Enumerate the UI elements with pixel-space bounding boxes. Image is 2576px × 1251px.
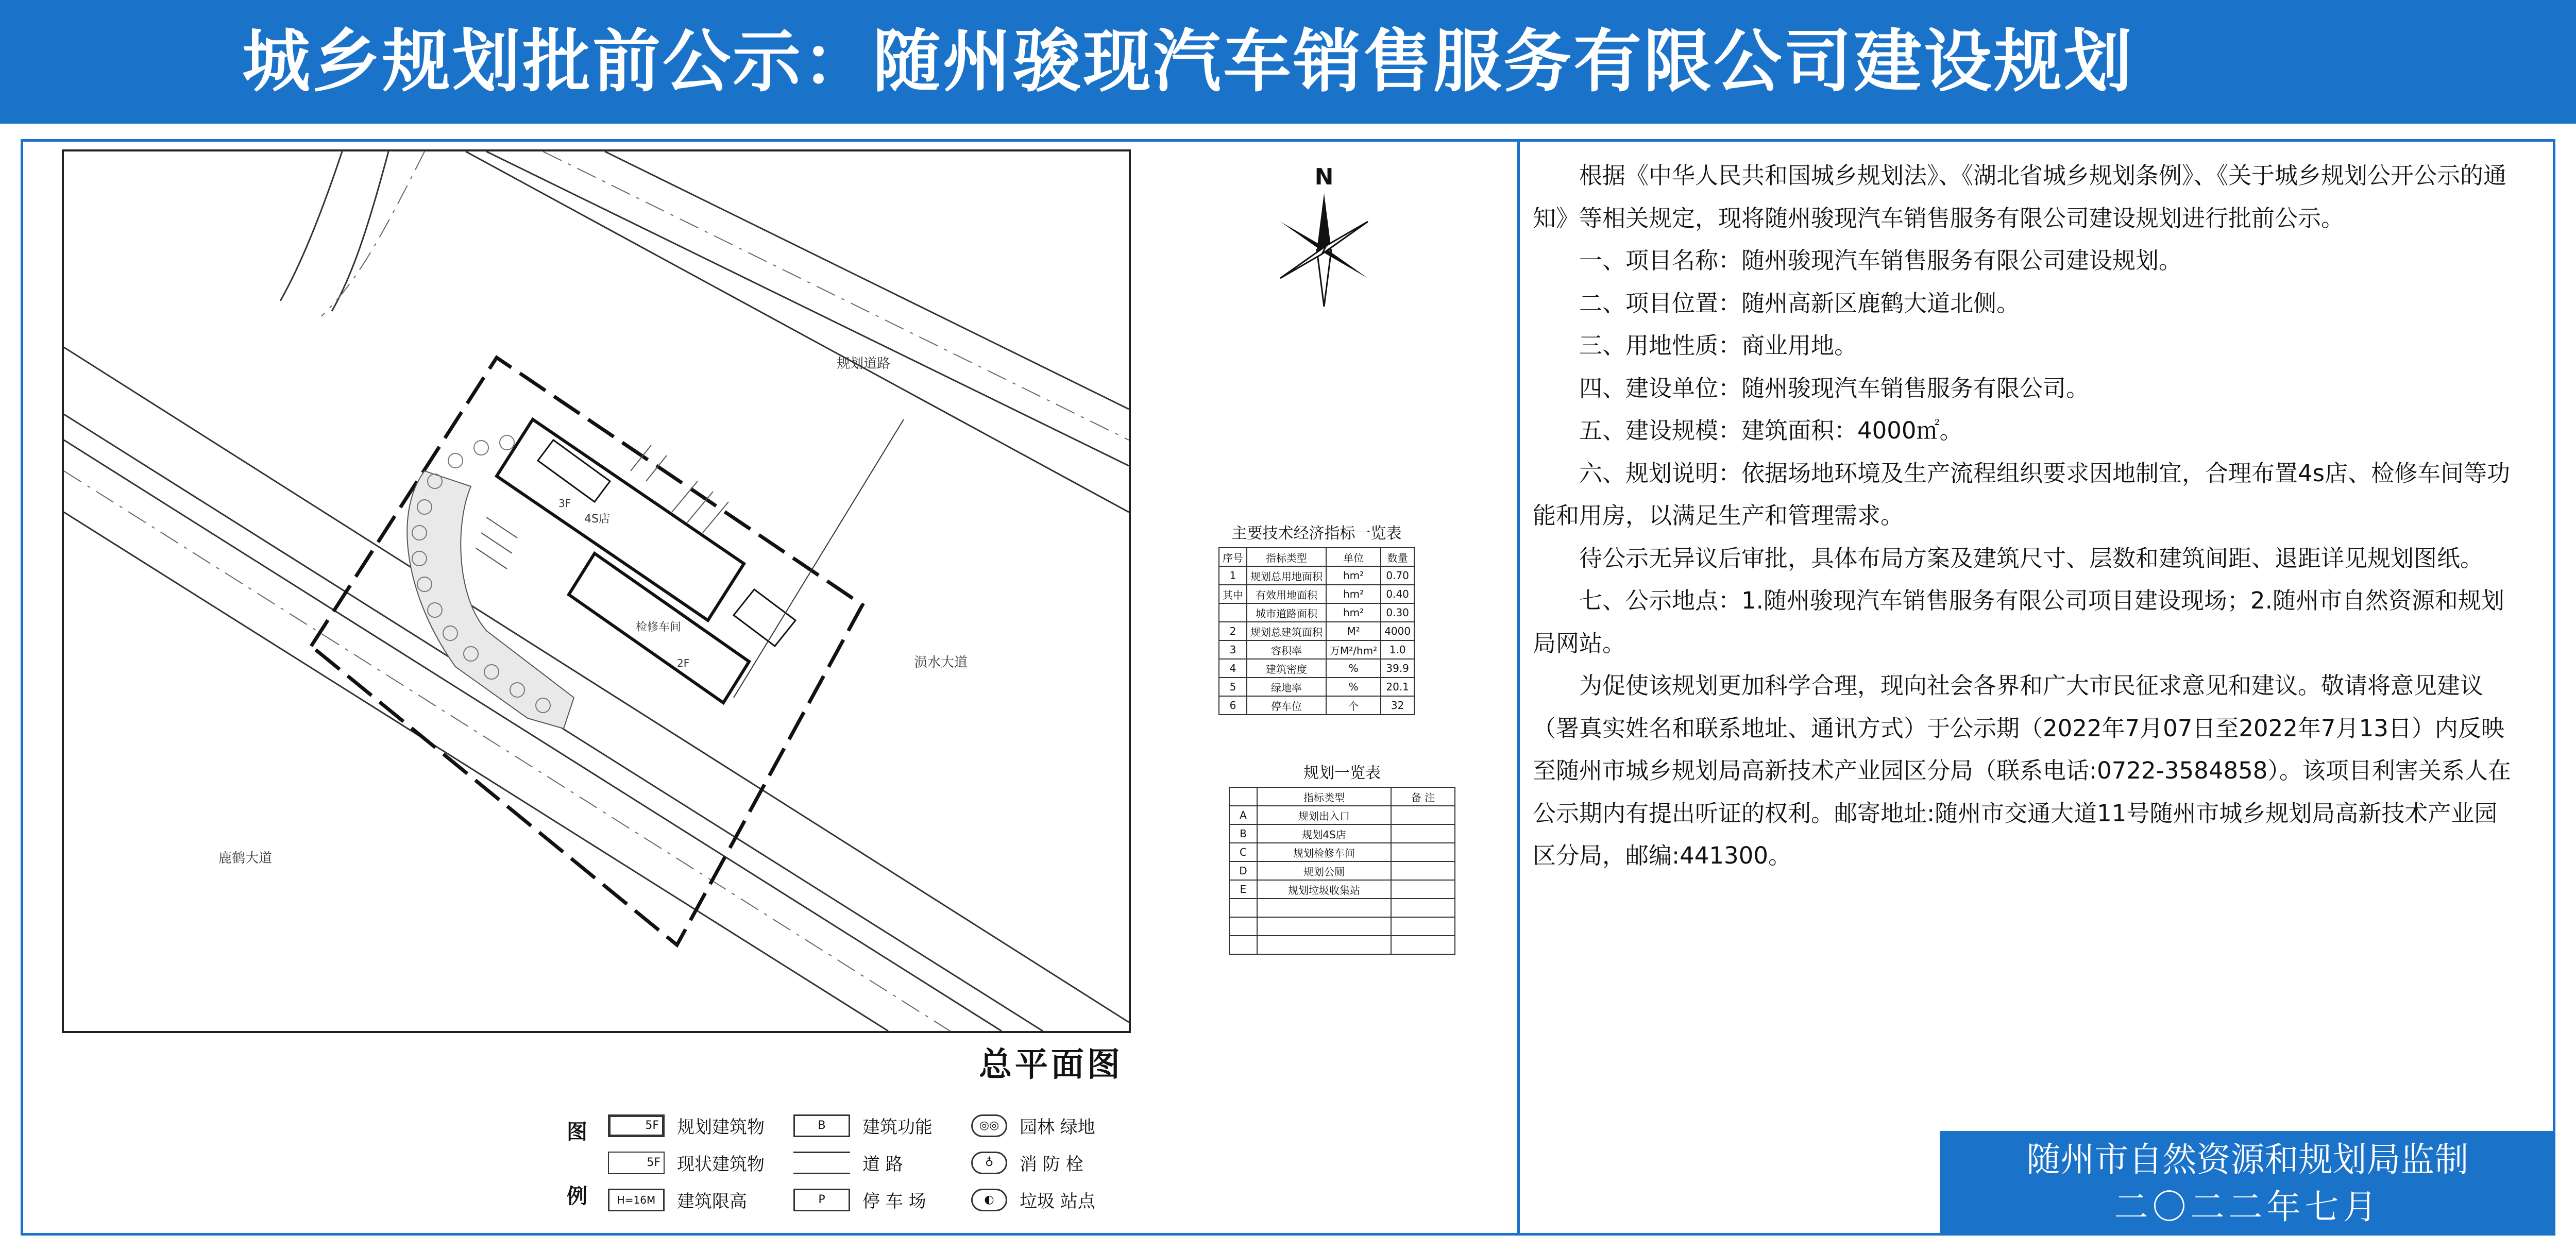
header-cell: 指标类型 (1257, 787, 1391, 806)
legend-item-label: 道 路 (862, 1154, 903, 1175)
table-row: E 规划垃圾收集站 (1229, 880, 1455, 899)
header-cell: 单位 (1326, 548, 1381, 566)
planlist-table-block (1229, 760, 1455, 955)
legend-item (608, 1187, 747, 1212)
garbage-station-icon: ◐ (971, 1189, 1007, 1211)
table-row (1229, 899, 1455, 917)
building-4s-store (497, 419, 744, 620)
signature-date: 二〇二二年七月 (2114, 1187, 2381, 1227)
table-row: 6 停车位 个 32 (1219, 696, 1414, 715)
notice-item-7: 七、公示地点：1.随州骏现汽车销售服务有限公司项目建设现场；2.随州市自然资源和规划局网站。 (1533, 587, 2504, 657)
road-label: 规划道路 (837, 356, 891, 371)
table-row: 其中 有效用地面积 hm² 0.40 (1219, 585, 1414, 603)
legend-label-top: 图 (567, 1120, 587, 1144)
table-row: C 规划检修车间 (1229, 843, 1455, 861)
legend-item (971, 1187, 1095, 1212)
table-row: 2 规划总建筑面积 M² 4000 (1219, 622, 1414, 640)
indicators-table-block (1218, 520, 1415, 715)
legend-item (971, 1113, 1095, 1138)
dimension-line (734, 419, 904, 698)
parking-icon: P (793, 1189, 850, 1211)
green-area (407, 471, 574, 729)
legend-label-bottom: 例 (567, 1185, 587, 1208)
road-centerline (321, 151, 425, 316)
site-label: 2F (677, 657, 690, 669)
planlist-table (1229, 787, 1455, 955)
site-label: 检修车间 (636, 621, 682, 634)
notice-item-5: 五、建设规模：建筑面积：4000㎡。 (1579, 417, 1963, 444)
header-cell: 指标类型 (1247, 548, 1326, 566)
page-banner (0, 0, 2576, 124)
legend-item-label: 现状建筑物 (677, 1154, 765, 1175)
table-header-row (1219, 548, 1414, 566)
legend-item (608, 1113, 765, 1138)
road-edge (64, 440, 1002, 1031)
legend-item-label: 规划建筑物 (677, 1117, 765, 1138)
site-boundary (311, 358, 862, 945)
plan-title: 总平面图 (979, 1046, 1123, 1084)
legend-item-label: 建筑限高 (677, 1191, 747, 1212)
indicators-table (1218, 547, 1415, 715)
header-cell (1229, 787, 1257, 806)
signature-issuer: 随州市自然资源和规划局监制 (2026, 1140, 2469, 1179)
notice-item-6: 六、规划说明：依据场地环境及生产流程组织要求因地制宜，合理布置4s店、检修车间等功能和用房，以满足生产和管理需求。 (1533, 459, 2511, 529)
road-edge (486, 151, 1129, 466)
site-label: 4S店 (584, 513, 610, 526)
road-edge (64, 347, 1129, 1022)
compass-rose-icon (1280, 193, 1368, 307)
height-limit-icon: H=16M (608, 1189, 665, 1211)
notice-intro: 根据《中华人民共和国城乡规划法》、《湖北省城乡规划条例》、《关于城乡规划公开公示的通知》等相关规定，现将随州骏现汽车销售服务有限公司建设规划进行批前公示。 (1533, 162, 2507, 232)
table-row: A 规划出入口 (1229, 806, 1455, 824)
road-edge (280, 151, 342, 301)
legend-item (793, 1113, 933, 1138)
indicators-title: 主要技术经济指标一览表 (1231, 525, 1402, 543)
table-row: 5 绿地率 % 20.1 (1219, 678, 1414, 696)
legend-item-label: 建筑功能 (862, 1117, 933, 1138)
table-row: D 规划公厕 (1229, 861, 1455, 880)
building-function-icon: B (793, 1114, 850, 1137)
table-row: B 规划4S店 (1229, 824, 1455, 843)
notice-closing: 为促使该规划更加科学合理，现向社会各界和广大市民征求意见和建议。敬请将意见建议（署真实姓名和联系地址、通讯方式）于公示期（2022年7月07日至2022年7月13日）内反映至随州市城乡规划局高新技术产业园区分局（联系电话:0722-3584858）。该项目利害关系人在公示期内有提出听证的权利。邮寄地址:随州市交通大道11号随州市城乡规划局高新技术产业园区分局，邮编:441300。 (1533, 672, 2511, 869)
north-label: N (1314, 164, 1334, 190)
legend-item (793, 1150, 903, 1175)
table-row: 4 建筑密度 % 39.9 (1219, 659, 1414, 678)
notice-item-4: 四、建设单位：随州骏现汽车销售服务有限公司。 (1579, 374, 2090, 402)
signature-box (1940, 1131, 2555, 1236)
header-cell: 序号 (1219, 548, 1247, 566)
notice-item-2: 二、项目位置：随州高新区鹿鹤大道北侧。 (1579, 289, 2020, 317)
header-cell: 数量 (1381, 548, 1414, 566)
legend-item-label: 垃圾 站点 (1020, 1191, 1095, 1212)
road-label: 涢水大道 (914, 655, 968, 670)
fire-hydrant-icon: ♁ (971, 1152, 1007, 1174)
legend-item-label: 停 车 场 (862, 1191, 926, 1212)
notice-text (1533, 155, 2514, 877)
site-label: 3F (558, 497, 571, 510)
planlist-title: 规划一览表 (1303, 764, 1381, 782)
notice-item-1: 一、项目名称：随州骏现汽车销售服务有限公司建设规划。 (1579, 247, 2182, 274)
notice-item-6b: 待公示无异议后审批，具体布局方案及建筑尺寸、层数和建筑间距、退距详见规划图纸。 (1579, 544, 2484, 572)
road-edge (466, 151, 1129, 512)
road-edge (332, 151, 388, 311)
road-centerline (64, 471, 950, 1031)
legend-item-label: 消 防 栓 (1020, 1154, 1083, 1175)
legend-item (793, 1187, 926, 1212)
header-cell: 备 注 (1391, 787, 1455, 806)
legend-item (971, 1150, 1083, 1175)
table-row: 3 容积率 万M²/hm² 1.0 (1219, 640, 1414, 659)
table-header-row (1229, 787, 1455, 806)
site-plan (62, 149, 1131, 1033)
legend-item-label: 园林 绿地 (1020, 1117, 1095, 1138)
north-arrow (1273, 160, 1376, 314)
banner-title: 城乡规划批前公示：随州骏现汽车销售服务有限公司建设规划 (242, 22, 2134, 102)
road-label: 鹿鹤大道 (218, 851, 273, 866)
panel-divider (1517, 139, 1520, 1236)
table-row: 1 规划总用地面积 hm² 0.70 (1219, 566, 1414, 585)
parking-stalls (476, 445, 728, 569)
table-row: 城市道路面积 hm² 0.30 (1219, 603, 1414, 622)
legend (567, 1103, 1133, 1237)
table-row (1229, 917, 1455, 936)
site-plan-drawing (64, 151, 1129, 1031)
building-block (734, 589, 795, 646)
table-row (1229, 936, 1455, 954)
garden-green-icon: ◎◎ (971, 1114, 1007, 1137)
legend-item (608, 1150, 765, 1175)
road-edge (64, 512, 888, 1031)
road-icon (793, 1152, 850, 1174)
existing-building-icon: 5F (608, 1152, 665, 1174)
road-centerline (543, 151, 1129, 440)
planned-building-icon: 5F (608, 1114, 665, 1137)
notice-item-3: 三、用地性质：商业用地。 (1579, 332, 1858, 359)
